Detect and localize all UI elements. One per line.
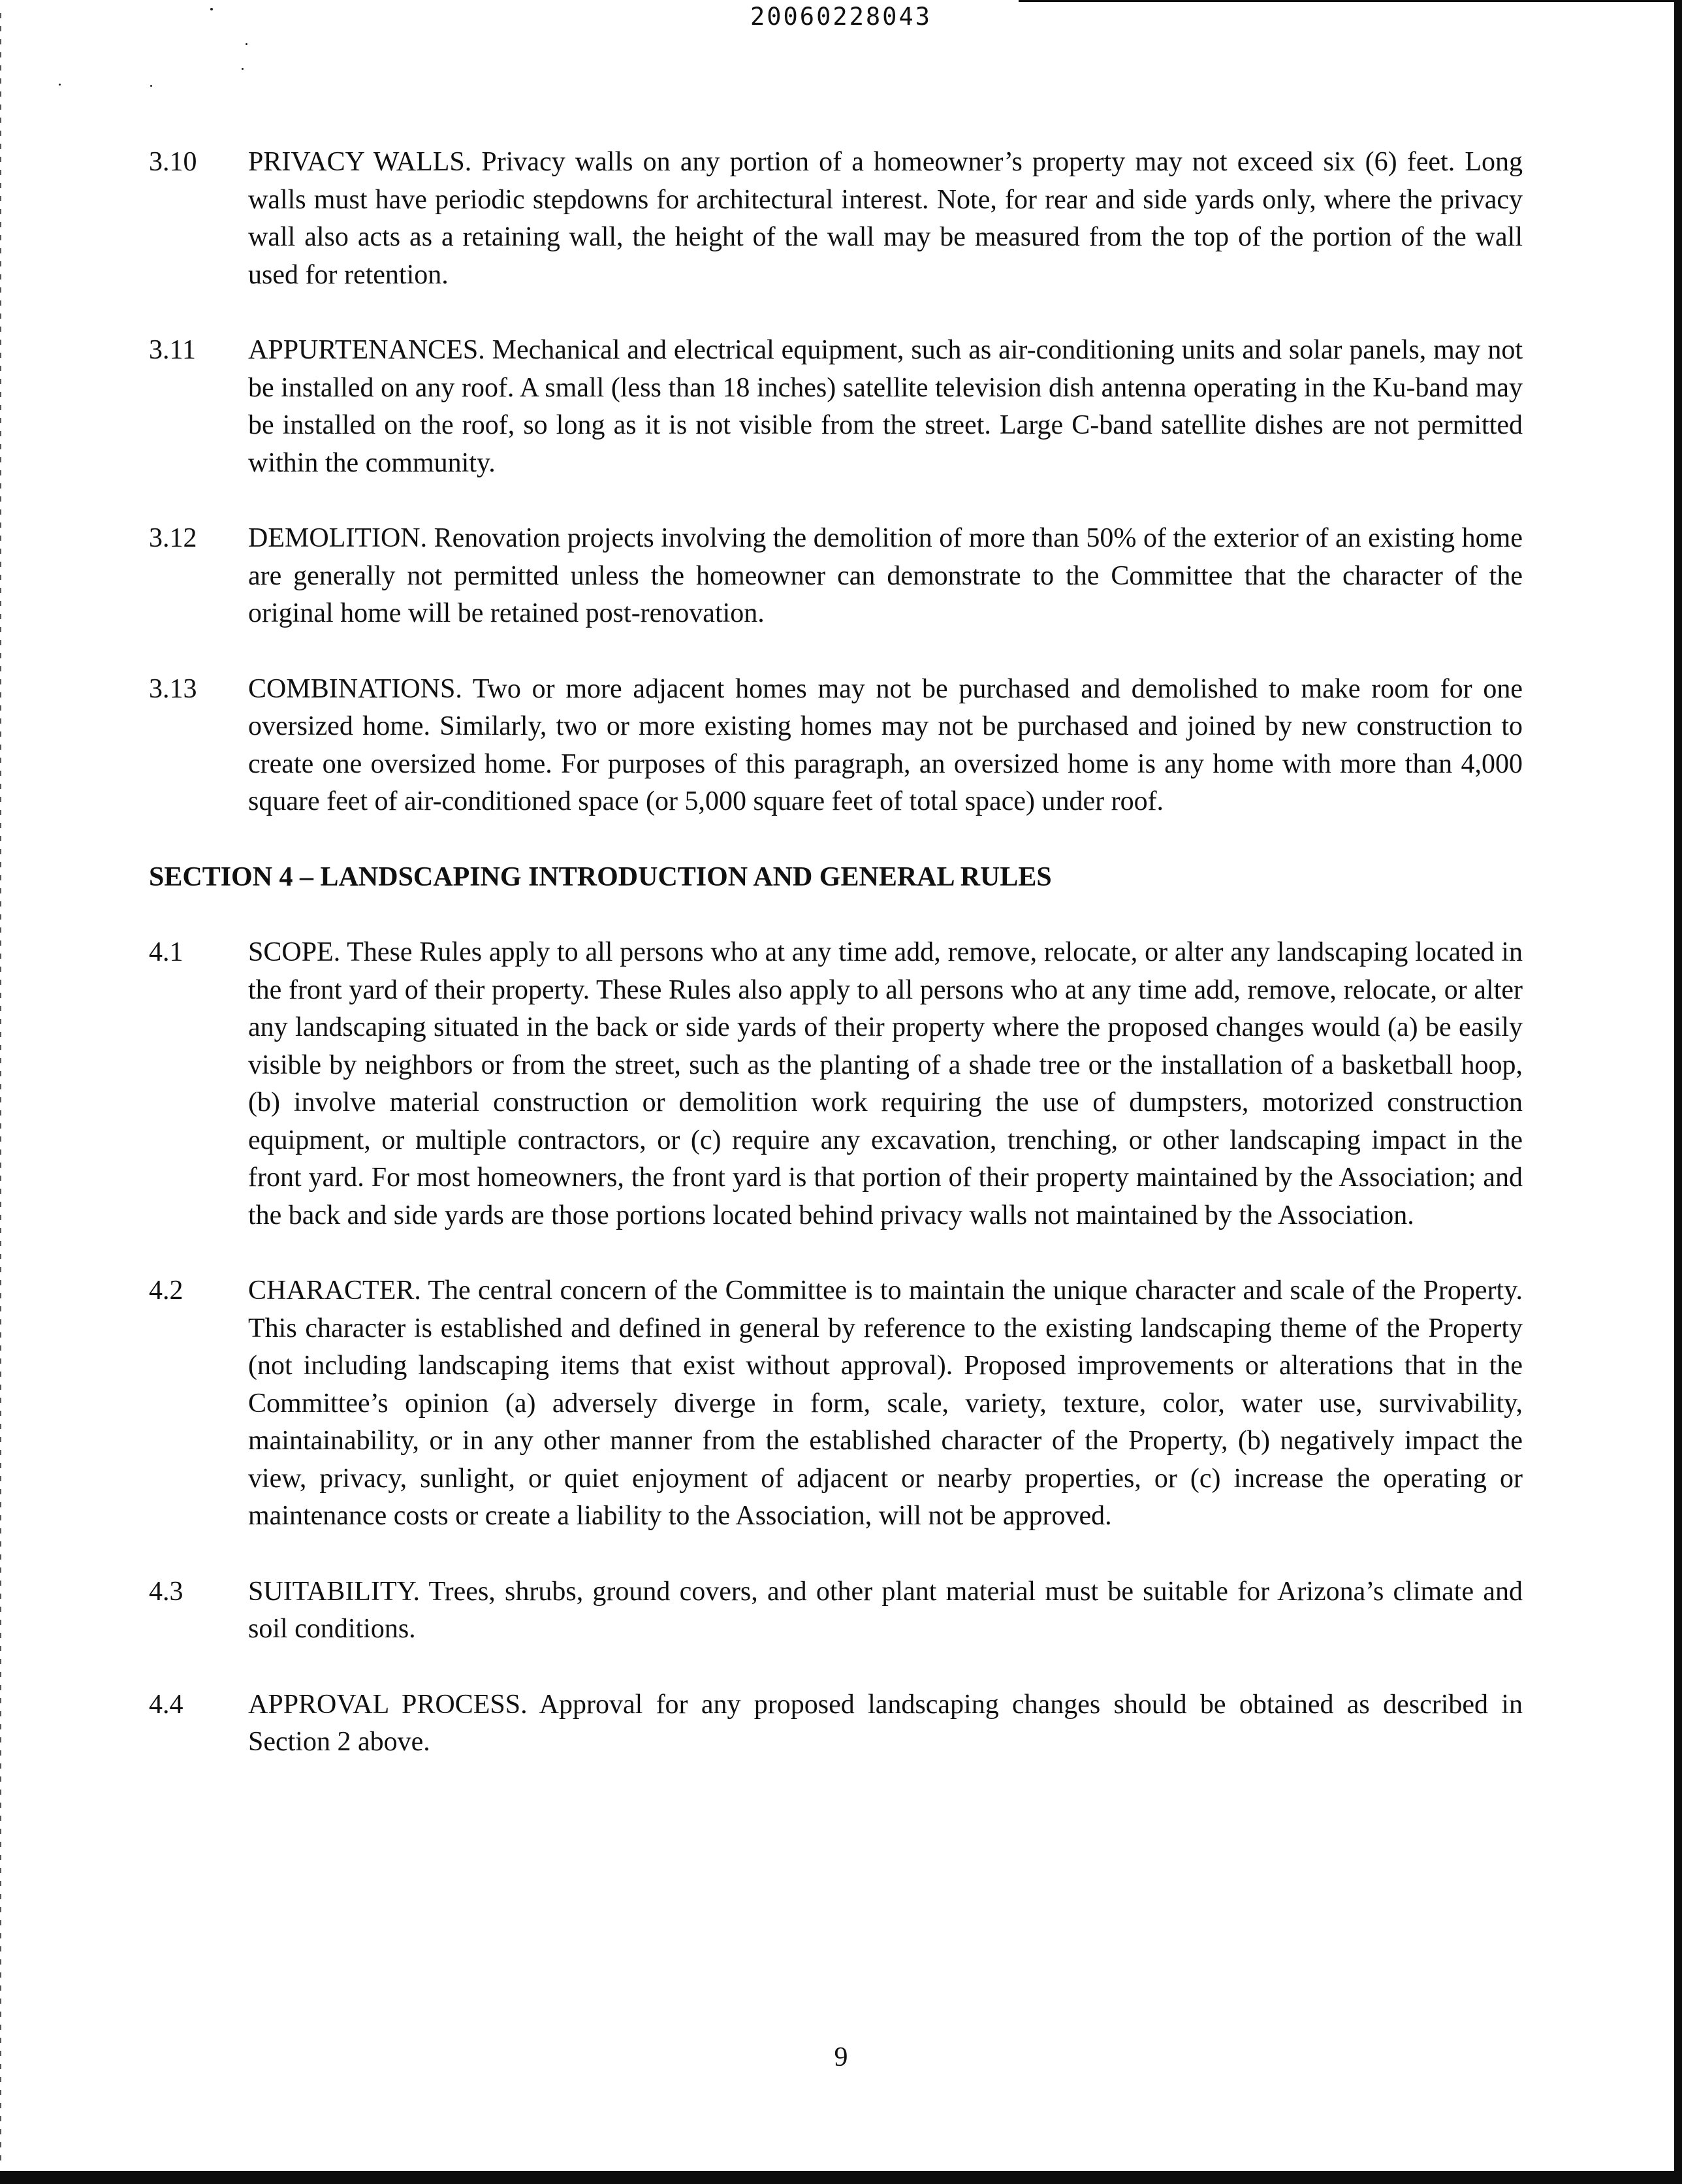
paragraph-4-4 bbox=[149, 1686, 1523, 1761]
scan-border-left bbox=[0, 13, 1, 2168]
paragraph-number: 4.2 bbox=[149, 1276, 183, 1306]
scan-border-right bbox=[1674, 0, 1682, 2184]
scan-border-top bbox=[1019, 0, 1674, 2]
paragraph-3-10 bbox=[149, 144, 1523, 294]
paragraph-4-2 bbox=[149, 1272, 1523, 1535]
scan-border-bottom bbox=[0, 2171, 1682, 2184]
paragraph-number: 3.13 bbox=[149, 673, 197, 704]
paragraph-text: SCOPE. These Rules apply to all persons who at any time add, remove, relocate, or alter any landscaping located in the front yard of their property. These Rules also apply to all persons who at any time add, remove, relocate, or alter any landscaping situated in the back or side yards of their property where the proposed changes would (a) be easily visible by neighbors or from the street, such as the planting of a shade tree or the installation of a basketball hoop, (b) involve material construction or demolition work requiring the use of dumpsters, motorized construction equipment, or multiple contractors, or (c) require any excavation, trenching, or other landscaping impact in the front yard. For most homeowners, the front yard is that portion of their property maintained by the Association; and the back and side yards are those portions located behind privacy walls not maintained by the Association. bbox=[248, 937, 1523, 1230]
paragraph-text: CHARACTER. The central concern of the Committee is to maintain the unique character and scale of the Property. This character is established and defined in general by reference to the existing landscaping theme of the Property (not including landscaping items that exist without approval). Proposed improvements or alterations that in the Committee’s opinion (a) adversely diverge in form, scale, variety, texture, color, water use, survivability, maintainability, or in any other manner from the established character of the Property, (b) negatively impact the view, privacy, sunlight, or quiet enjoyment of adjacent or nearby properties, or (c) increase the operating or maintenance costs or create a liability to the Association, will not be approved. bbox=[248, 1276, 1523, 1531]
paragraph-number: 4.3 bbox=[149, 1576, 183, 1607]
paragraph-number: 3.10 bbox=[149, 147, 197, 177]
paragraph-number: 3.12 bbox=[149, 523, 197, 553]
scan-speck bbox=[246, 43, 247, 45]
paragraph-text: DEMOLITION. Renovation projects involving the demolition of more than 50% of the exterior of an existing home are generally not permitted unless the homeowner can demonstrate to the Committee that the character of the original home will be retained post-renovation. bbox=[248, 523, 1523, 628]
document-id: 20060228043 bbox=[750, 3, 932, 31]
page-number: 9 bbox=[834, 2042, 848, 2072]
scan-speck bbox=[150, 85, 152, 87]
scan-speck bbox=[59, 84, 61, 86]
paragraph-number: 4.1 bbox=[149, 937, 183, 967]
paragraph-4-1 bbox=[149, 934, 1523, 1234]
document-body bbox=[149, 144, 1523, 1799]
paragraph-3-12 bbox=[149, 520, 1523, 633]
paragraph-3-11 bbox=[149, 332, 1523, 482]
paragraph-number: 3.11 bbox=[149, 335, 196, 365]
paragraph-text: SUITABILITY. Trees, shrubs, ground covers, and other plant material must be suitable for Arizona’s climate and soil conditions. bbox=[248, 1576, 1523, 1644]
section-4-heading: SECTION 4 – LANDSCAPING INTRODUCTION AND GENERAL RULES bbox=[149, 861, 1052, 892]
paragraph-text: APPROVAL PROCESS. Approval for any proposed landscaping changes should be obtained as described in Section 2 above. bbox=[248, 1689, 1523, 1757]
scan-speck bbox=[242, 68, 244, 70]
paragraph-text: APPURTENANCES. Mechanical and electrical equipment, such as air-conditioning units and solar panels, may not be installed on any roof. A small (less than 18 inches) satellite television dish antenna operating in the Ku-band may be installed on the roof, so long as it is not visible from the street. Large C-band satellite dishes are not permitted within the community. bbox=[248, 335, 1523, 478]
paragraph-3-13 bbox=[149, 671, 1523, 821]
paragraph-text: COMBINATIONS. Two or more adjacent homes may not be purchased and demolished to make room for one oversized home. Similarly, two or more existing homes may not be purchased and joined by new construction to create one oversized home. For purposes of this paragraph, an oversized home is any home with more than 4,000 square feet of air-conditioned space (or 5,000 square feet of total space) under roof. bbox=[248, 673, 1523, 816]
paragraph-4-3 bbox=[149, 1573, 1523, 1648]
paragraph-text: PRIVACY WALLS. Privacy walls on any portion of a homeowner’s property may not exceed six (6) feet. Long walls must have periodic stepdowns for architectural interest. Note, for rear and side yards only, where the privacy wall also acts as a retaining wall, the height of the wall may be measured from the top of the portion of the wall used for retention. bbox=[248, 147, 1523, 290]
paragraph-number: 4.4 bbox=[149, 1689, 183, 1720]
